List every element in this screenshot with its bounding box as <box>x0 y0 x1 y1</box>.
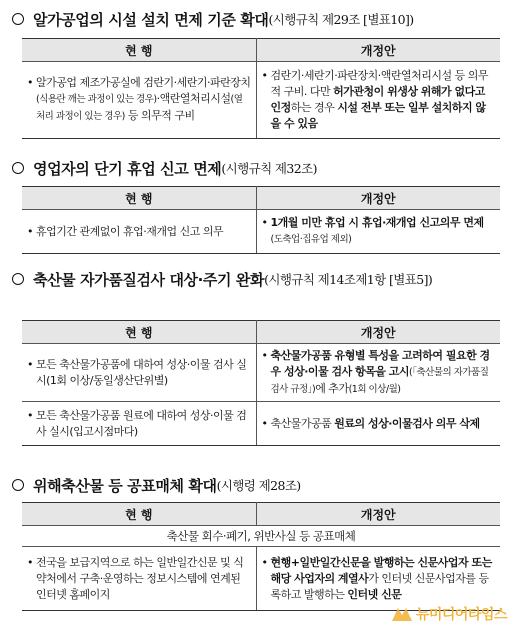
col-current-header: 현 행 <box>22 321 256 344</box>
revised-cell: • 현행+일반일간신문을 발행하는 신문사업자 또는 해당 사업자의 계열사가 인터넷 신문사업자를 등록하고 발행하는 인터넷 신문 <box>256 547 500 611</box>
current-cell: • 모든 축산물가공품 원료에 대하여 성상·이물 검사 실시(입고시점마다) <box>22 402 256 446</box>
section-4-ref: (시행령 제28조) <box>216 478 301 493</box>
current-cell: • 모든 축산물가공품에 대하여 성상·이물 검사 실시(1회 이상/동일생산단위별) <box>22 344 256 402</box>
section-3-table <box>22 320 500 446</box>
section-3-title: 축산물 자가품질검사 대상·주기 완화 <box>33 270 265 289</box>
col-revised-header: 개정안 <box>256 503 500 526</box>
col-current-header: 현 행 <box>22 187 256 210</box>
section-4-title: 위해축산물 등 공표매체 확대 <box>33 476 217 495</box>
section-2-heading <box>12 157 317 179</box>
revised-cell: • 1개월 미만 휴업 시 휴업·재개업 신고의무 면제(도축업·집유업 제외) <box>256 210 500 254</box>
section-2-ref: (시행규칙 제32조) <box>221 161 317 176</box>
col-revised-header: 개정안 <box>256 39 500 62</box>
section-1-title: 알가공업의 시설 설치 면제 기준 확대 <box>33 10 269 29</box>
col-current-header: 현 행 <box>22 39 256 62</box>
current-cell: • 휴업기간 관계없이 휴업·재개업 신고 의무 <box>22 210 256 254</box>
logo-icon <box>391 605 413 623</box>
section-1-heading <box>12 8 414 30</box>
section-3-ref: (시행규칙 제14조제1항 [별표5]) <box>264 272 433 287</box>
section-4-heading <box>12 474 301 496</box>
col-revised-header: 개정안 <box>256 321 500 344</box>
span-row: 축산물 회수·폐기, 위반사실 등 공표매체 <box>22 526 500 547</box>
col-revised-header: 개정안 <box>256 187 500 210</box>
col-current-header: 현 행 <box>22 503 256 526</box>
section-1-table <box>22 38 500 139</box>
revised-cell: • 축산물가공품 유형별 특성을 고려하여 필요한 경우 성상·이물 검사 항목을 고시(「축산물의 자가품질검사 규정」)에 추가(1회 이상/월) <box>256 344 500 402</box>
current-cell: • 알가공업 제조가공실에 검란기·세란기·파란장치(식용란 깨는 과정이 있는 경우)·액란열처리시설(열처리 과정이 있는 경우) 등 의무적 구비 <box>22 62 256 139</box>
section-1-ref: (시행규칙 제29조 [별표10]) <box>268 12 414 27</box>
watermark <box>391 604 507 624</box>
current-cell: • 전국을 보급지역으로 하는 일반일간신문 및 식약처에서 구축·운영하는 정보시스템에 연계된 인터넷 홈페이지 <box>22 547 256 611</box>
revised-cell: • 검란기·세란기·파란장치·액란열처리시설 등 의무적 구비. 다만 허가관청이 위생상 위해가 없다고 인정하는 경우 시설 전부 또는 일부 설치하지 않을 수 있음 <box>256 62 500 139</box>
revised-cell: • 축산물가공품 원료의 성상·이물검사 의무 삭제 <box>256 402 500 446</box>
watermark-text: 뉴미디어타임스 <box>415 607 507 623</box>
circle-bullet-icon <box>12 273 24 285</box>
circle-bullet-icon <box>12 13 24 25</box>
circle-bullet-icon <box>12 479 24 491</box>
section-2-table <box>22 186 500 254</box>
circle-bullet-icon <box>12 162 24 174</box>
section-3-heading <box>12 268 432 290</box>
section-2-title: 영업자의 단기 휴업 신고 면제 <box>33 159 222 178</box>
section-4-table <box>22 502 500 611</box>
